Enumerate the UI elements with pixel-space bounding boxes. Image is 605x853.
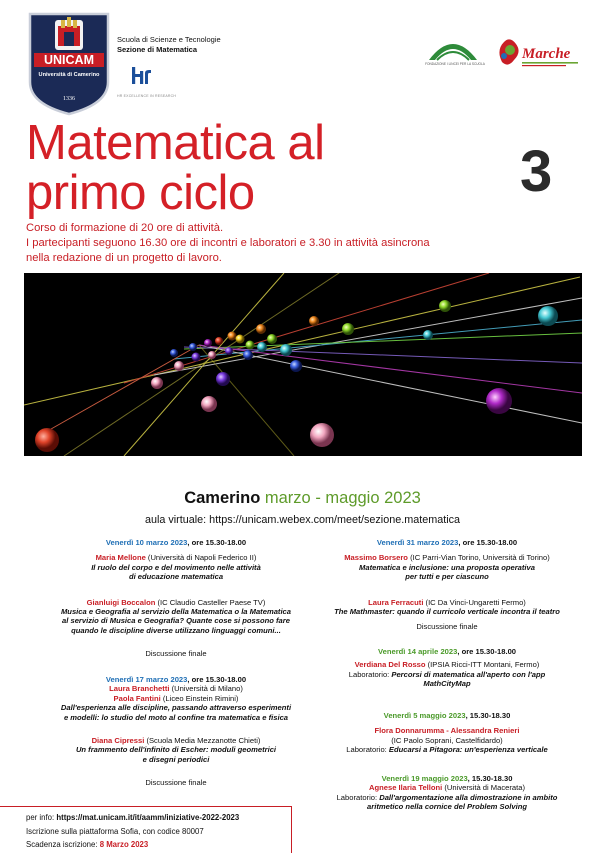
lab-label: Laboratorio: [336, 792, 380, 802]
hr-excellence-logo [130, 64, 154, 88]
speaker [60, 553, 292, 562]
event-datetime [322, 647, 572, 656]
event-time: , ore 15.30-18.00 [187, 675, 247, 684]
talk-title-line: Percorsi di matematica all'aperto con l'app [391, 669, 546, 679]
event-block [322, 774, 572, 812]
speaker-name: Agnese Ilaria Telloni [368, 783, 443, 793]
speaker-name: Laura Branchetti [109, 684, 170, 694]
event-block [322, 538, 572, 632]
info-line [26, 813, 239, 823]
talk-title [60, 563, 292, 582]
event-date: Venerdì 14 aprile 2023 [377, 647, 458, 656]
speaker [60, 684, 292, 693]
speaker-affiliation: (IC Da Vinci-Ungaretti Fermo) [423, 597, 526, 607]
institution-block [117, 35, 221, 55]
info-link[interactable]: https://mat.unicam.it/it/aamm/iniziative-2022-2023 [56, 813, 240, 822]
talk-title-line: di educazione matematica [128, 572, 224, 582]
event-time: , ore 15.30-18.00 [457, 647, 517, 656]
event-date: Venerdì 5 maggio 2023 [383, 711, 466, 720]
location-dates [0, 489, 605, 508]
page-title [26, 118, 325, 218]
closing-discussion: Discussione finale [145, 649, 207, 659]
talk-title [322, 745, 572, 754]
logo-university-text: Università di Camerino [38, 72, 100, 78]
school-name: Scuola di Scienze e Tecnologie [117, 35, 221, 44]
event-time: , 15.30-18.30 [467, 774, 513, 783]
intro-line-2: I partecipanti seguono 16.30 ore di incontri e laboratori e 3.30 in attività asincrona [26, 237, 430, 249]
event-date: Venerdì 19 maggio 2023 [381, 774, 468, 783]
speaker [322, 598, 572, 607]
course-dates: marzo - maggio 2023 [264, 489, 421, 507]
lab-label: Laboratorio: [346, 745, 389, 755]
talk-title-line: MathCityMap [423, 679, 471, 689]
hero-spheres-image [24, 273, 582, 456]
speaker-name: Paola Fantini [113, 693, 161, 703]
lincei-logo [421, 34, 485, 74]
intro-line-1: Corso di formazione di 20 ore di attività. [26, 222, 224, 234]
event-date: Venerdì 10 marzo 2023 [105, 538, 188, 547]
logo-year-text: 1336 [63, 96, 75, 102]
speaker-affiliation: (IC Parri-Vian Torino, Università di Torino) [407, 553, 550, 563]
talk-title [60, 703, 292, 722]
closing-discussion: Discussione finale [416, 622, 478, 632]
talk-title [322, 563, 572, 582]
event-date: Venerdì 17 marzo 2023 [105, 675, 188, 684]
talk-title-line: Educarsi a Pitagora: un'esperienza verticale [388, 745, 548, 755]
title-line-2: primo ciclo [26, 166, 255, 220]
speaker-name: Flora Donnarumma - Alessandra Renieri [374, 726, 520, 736]
speaker-name: Diana Cipressi [91, 736, 145, 746]
deadline-date: 8 Marzo 2023 [99, 840, 149, 849]
speaker-name: Gianluigi Boccalon [86, 597, 156, 607]
speaker-affiliation: (IPSIA Ricci-ITT Montani, Fermo) [425, 660, 540, 670]
speaker-affiliation: (Liceo Einstein Rimini) [160, 693, 239, 703]
talk-title [60, 745, 292, 764]
talk-title-line: e modelli: lo studio del moto al confine tra matematica e fisica [63, 712, 289, 722]
talk-title [322, 670, 572, 689]
speaker-name: Massimo Borsero [344, 553, 408, 563]
speaker [322, 726, 572, 735]
talk-title-line: Matematica e inclusione: una proposta operativa [359, 562, 535, 572]
speaker-name: Laura Ferracuti [368, 597, 424, 607]
virtual-room-link[interactable]: aula virtuale: https://unicam.webex.com/meet/sezione.matematica [144, 514, 461, 526]
event-date: Venerdì 31 marzo 2023 [376, 538, 459, 547]
talk-title-line: e disegni periodici [142, 754, 210, 764]
talk-title-line: quando le discipline diverse utilizzano linguaggi comuni... [71, 625, 281, 635]
marche-logo-text: Marche [522, 46, 571, 62]
talk-title-line: Un frammento dell'infinito di Escher: moduli geometrici [75, 745, 277, 755]
event-datetime [60, 538, 292, 547]
talk-title-line: Musica e Geografia al servizio della Matematica o la Matematica [60, 607, 291, 617]
deadline-label: Scadenza iscrizione: [26, 840, 100, 849]
section-name: Sezione di Matematica [117, 45, 198, 54]
speaker [322, 553, 572, 562]
speaker [60, 694, 292, 703]
talk-title-line: Dall'esperienza alle discipline, passando attraverso esperimenti [60, 703, 292, 713]
event-block [322, 711, 572, 755]
unicam-shield-logo [28, 12, 110, 116]
marche-logo [492, 36, 582, 74]
deadline-line [26, 840, 148, 850]
event-datetime [322, 774, 572, 783]
speaker-name: Verdiana Del Rosso [354, 660, 426, 670]
talk-title [322, 607, 572, 616]
speaker-name: Maria Mellone [95, 553, 146, 563]
info-label: per info: [26, 813, 57, 822]
event-block [60, 538, 292, 659]
event-time: , ore 15.30-18.00 [458, 538, 518, 547]
speaker [60, 598, 292, 607]
talk-title [322, 793, 572, 812]
talk-title-line: The Mathmaster: quando il curricolo verticale incontra il teatro [334, 607, 560, 617]
talk-title-line: per tutti e per ciascuno [405, 572, 489, 582]
talk-title-line: aritmetico nella cornice del Problem Solving [367, 802, 527, 812]
hr-caption: HR EXCELLENCE IN RESEARCH [117, 94, 177, 98]
event-time: , 15.30-18.30 [465, 711, 511, 720]
talk-title [60, 607, 292, 635]
talk-title-line: al servizio di Musica e Geografia? Quante cose si possono fare [62, 616, 290, 626]
talk-title-line: Dall'argomentazione alla dimostrazione in ambito [379, 792, 558, 802]
talk-title-line: Il ruolo del corpo e del movimento nelle attività [91, 562, 261, 572]
logo-unicam-text: UNICAM [44, 53, 94, 67]
event-datetime [322, 538, 572, 547]
course-intro [26, 221, 586, 266]
speaker-affiliation: (Università di Milano) [169, 684, 243, 694]
lab-label: Laboratorio: [348, 669, 392, 679]
edition-number: 3 [520, 139, 553, 204]
intro-line-3: nella redazione di un progetto di lavoro. [26, 252, 222, 264]
sofia-registration: Iscrizione sulla piattaforma Sofia, con codice 80007 [26, 827, 204, 836]
speaker [322, 660, 572, 669]
speaker-affiliation: (IC Claudio Casteller Paese TV) [155, 597, 266, 607]
location-city: Camerino [184, 489, 261, 507]
title-line-1: Matematica al [26, 116, 325, 170]
event-block [322, 647, 572, 689]
event-datetime [322, 711, 572, 720]
speaker-affiliation: (IC Paolo Soprani, Castelfidardo) [391, 735, 503, 745]
lincei-caption: FONDAZIONE I LINCEI PER LA SCUOLA [425, 62, 485, 66]
speaker [322, 783, 572, 792]
event-block [60, 675, 292, 788]
closing-discussion: Discussione finale [145, 778, 207, 788]
speaker-affiliation: (Università di Macerata) [442, 783, 525, 793]
speaker-affiliation: (Scuola Media Mezzanotte Chieti) [144, 736, 261, 746]
event-datetime [60, 675, 292, 684]
speaker [60, 736, 292, 745]
speaker-affiliation: (Università di Napoli Federico II) [145, 553, 257, 563]
event-time: , ore 15.30-18.00 [187, 538, 247, 547]
header [0, 0, 605, 120]
